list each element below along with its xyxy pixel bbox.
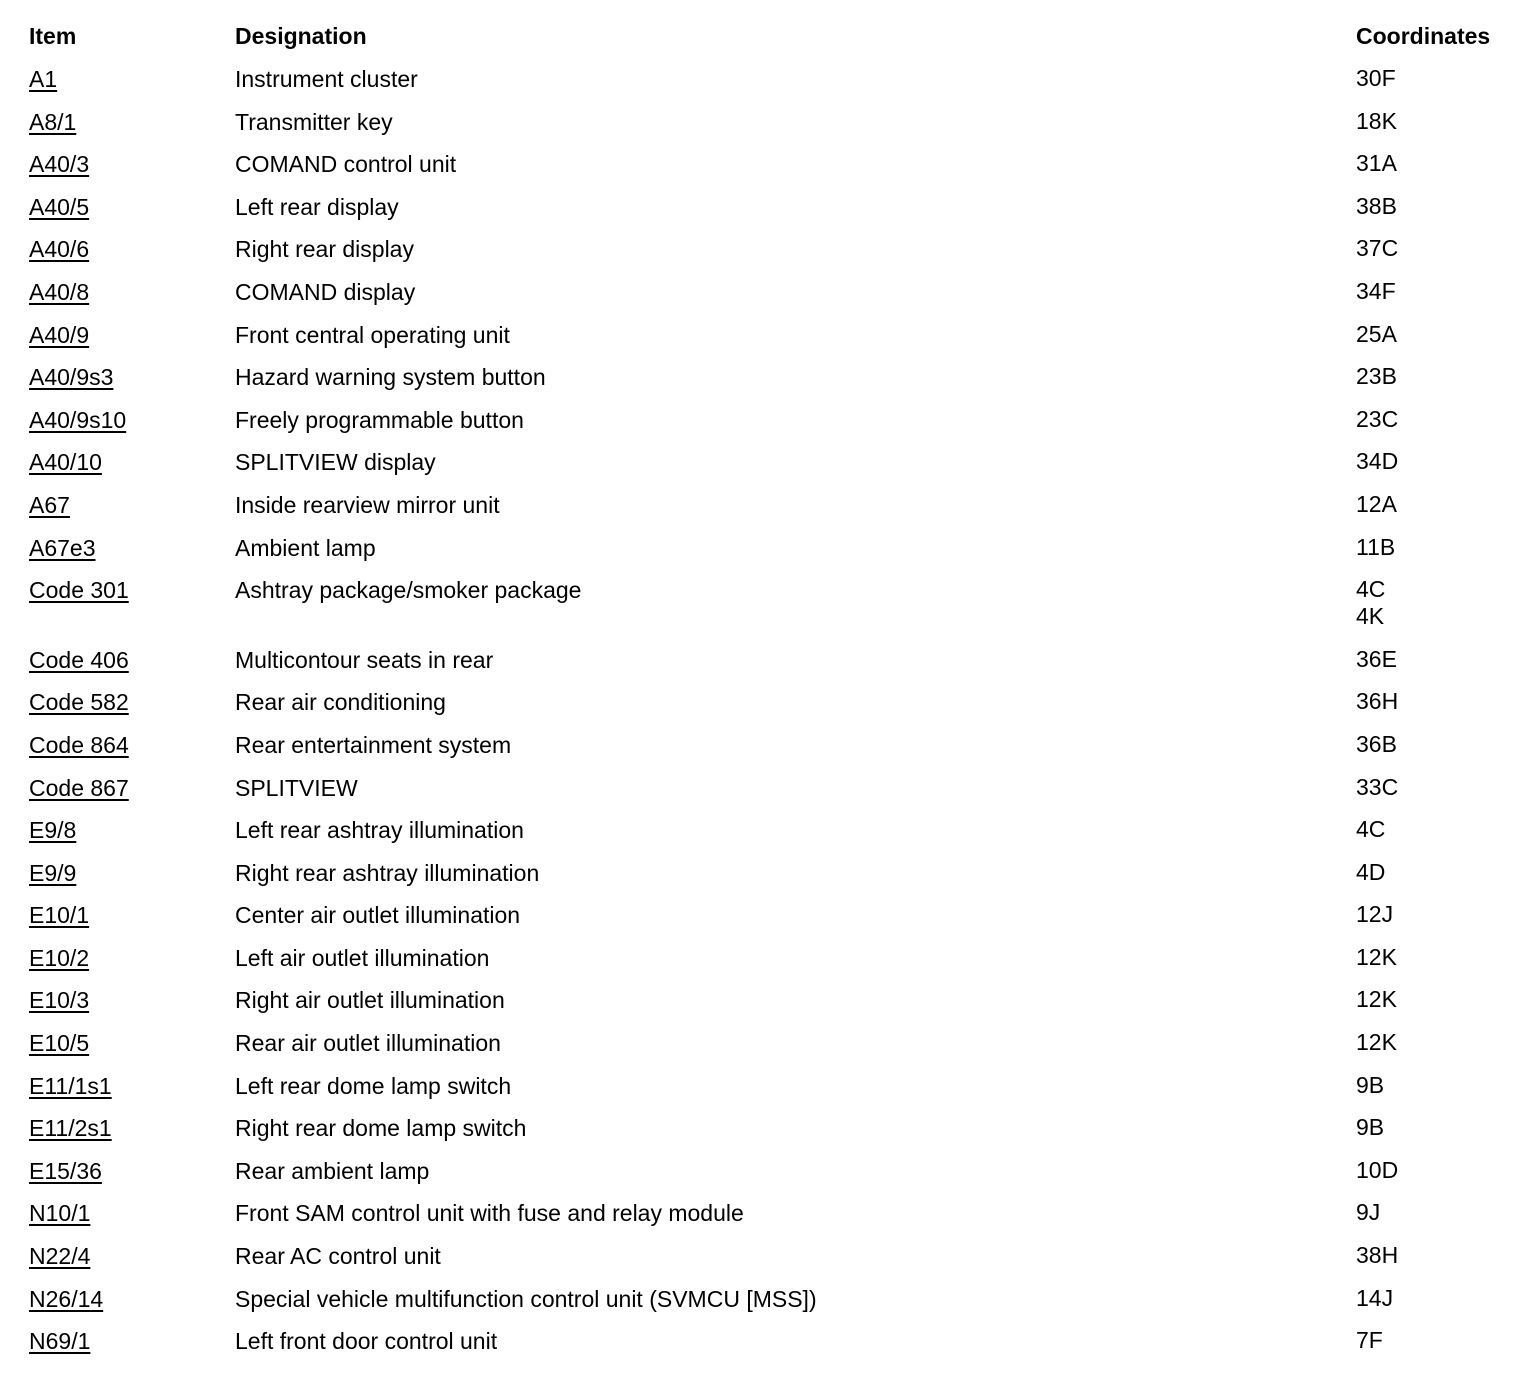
table-row	[29, 1240, 1529, 1283]
coordinates-cell	[1356, 944, 1397, 971]
coordinates-cell	[1356, 235, 1398, 262]
designation-cell: Rear ambient lamp	[235, 1157, 430, 1184]
coordinate-value: 18K	[1356, 107, 1397, 134]
coordinate-value: 38H	[1356, 1242, 1399, 1269]
table-row	[29, 361, 1529, 404]
designation-cell: Front central operating unit	[235, 321, 510, 348]
item-link[interactable]: N69/1	[29, 1328, 91, 1355]
item-link[interactable]: N26/14	[29, 1285, 104, 1312]
coordinate-value: 4K	[1356, 603, 1385, 630]
coordinates-cell	[1356, 1285, 1393, 1312]
coordinate-value: 36E	[1356, 645, 1397, 672]
coordinate-value: 34D	[1356, 448, 1399, 475]
coordinates-cell	[1356, 1199, 1380, 1226]
table-row	[29, 1283, 1529, 1326]
item-link[interactable]: A40/8	[29, 278, 90, 305]
designation-cell: Left rear ashtray illumination	[235, 817, 524, 844]
coordinate-value: 23B	[1356, 363, 1397, 390]
item-link[interactable]: A8/1	[29, 108, 77, 135]
table-row	[29, 489, 1529, 532]
item-link[interactable]: E11/2s1	[29, 1115, 112, 1142]
item-link[interactable]: A40/9	[29, 321, 90, 348]
designation-cell: Freely programmable button	[235, 406, 524, 433]
item-link[interactable]: E10/3	[29, 987, 90, 1014]
designation-cell: Right rear ashtray illumination	[235, 859, 540, 886]
coordinates-cell	[1356, 986, 1397, 1013]
coordinate-value: 9B	[1356, 1114, 1385, 1141]
coordinate-value: 38B	[1356, 192, 1397, 219]
column-header-coordinates: Coordinates	[1356, 23, 1491, 49]
table-row	[29, 191, 1529, 234]
designation-cell: Rear air outlet illumination	[235, 1030, 501, 1057]
table-row	[29, 148, 1529, 191]
column-header-designation: Designation	[235, 23, 367, 49]
designation-cell: Hazard warning system button	[235, 364, 546, 391]
coordinates-cell	[1356, 1114, 1384, 1141]
item-link[interactable]: E11/1s1	[29, 1072, 112, 1099]
table-row	[29, 63, 1529, 106]
item-link[interactable]: A40/9s10	[29, 406, 127, 433]
table-row	[29, 984, 1529, 1027]
table-row	[29, 574, 1529, 644]
designation-cell: Special vehicle multifunction control unit (SVMCU [MSS])	[235, 1285, 817, 1312]
coordinates-cell	[1356, 448, 1398, 475]
designation-cell: Right rear display	[235, 236, 414, 263]
coordinate-value: 10D	[1356, 1156, 1399, 1183]
coordinates-cell	[1356, 363, 1397, 390]
coordinates-cell	[1356, 1072, 1384, 1099]
item-link[interactable]: A67e3	[29, 534, 96, 561]
coordinate-value: 12A	[1356, 490, 1397, 517]
designation-cell: Right air outlet illumination	[235, 987, 505, 1014]
coordinates-cell	[1356, 278, 1396, 305]
table-row	[29, 899, 1529, 942]
coordinates-cell	[1356, 1242, 1398, 1269]
coordinates-cell	[1356, 1157, 1398, 1184]
item-link[interactable]: Code 582	[29, 689, 129, 716]
coordinates-cell	[1356, 1029, 1397, 1056]
coordinate-value: 14J	[1356, 1284, 1394, 1311]
designation-cell: Right rear dome lamp switch	[235, 1115, 527, 1142]
coordinate-value: 30F	[1356, 65, 1396, 91]
coordinates-cell	[1356, 688, 1398, 715]
item-link[interactable]: A40/6	[29, 236, 90, 263]
designation-cell: Rear entertainment system	[235, 731, 512, 758]
designation-cell: Left air outlet illumination	[235, 944, 490, 971]
coordinates-cell	[1356, 65, 1396, 92]
item-link[interactable]: Code 301	[29, 577, 129, 604]
table-row	[29, 446, 1529, 489]
table-row	[29, 644, 1529, 687]
coordinate-value: 12K	[1356, 986, 1397, 1013]
table-row	[29, 1325, 1529, 1368]
designation-cell: COMAND control unit	[235, 151, 457, 178]
table-body	[29, 63, 1529, 1368]
designation-cell: Center air outlet illumination	[235, 902, 521, 929]
coordinates-cell	[1356, 901, 1393, 928]
item-link[interactable]: E15/36	[29, 1157, 102, 1184]
designation-cell: Left rear display	[235, 193, 399, 220]
coordinate-value: 4D	[1356, 858, 1386, 885]
coordinate-value: 9B	[1356, 1071, 1385, 1098]
table-row	[29, 1155, 1529, 1198]
designation-cell: Left rear dome lamp switch	[235, 1072, 512, 1099]
coordinates-cell	[1356, 406, 1398, 433]
designation-cell: COMAND display	[235, 278, 416, 305]
table-row	[29, 772, 1529, 815]
item-link[interactable]: A40/3	[29, 151, 90, 178]
table-header	[29, 20, 1529, 63]
coordinates-cell	[1356, 859, 1385, 886]
item-link[interactable]: A40/9s3	[29, 364, 114, 391]
coordinate-value: 36H	[1356, 688, 1399, 715]
coordinate-value: 34F	[1356, 277, 1396, 304]
coordinates-cell	[1356, 816, 1385, 843]
item-link[interactable]: A40/5	[29, 193, 90, 220]
designation-cell: Transmitter key	[235, 108, 393, 135]
table-row	[29, 319, 1529, 362]
coordinate-value: 36B	[1356, 730, 1397, 757]
table-row	[29, 1112, 1529, 1155]
item-link[interactable]: Code 406	[29, 646, 129, 673]
coordinates-cell	[1356, 193, 1397, 220]
designation-cell: Left front door control unit	[235, 1328, 498, 1355]
designation-cell: SPLITVIEW	[235, 774, 358, 801]
coordinate-value: 33C	[1356, 773, 1399, 800]
designation-cell: Ambient lamp	[235, 534, 376, 561]
table-row	[29, 532, 1529, 575]
table-row	[29, 1197, 1529, 1240]
coordinate-value: 12K	[1356, 943, 1397, 970]
designation-cell: Instrument cluster	[235, 66, 418, 92]
coordinate-value: 11B	[1356, 533, 1396, 560]
coordinates-cell	[1356, 150, 1397, 177]
component-legend-table	[29, 20, 1529, 1368]
designation-cell: Rear air conditioning	[235, 689, 446, 716]
table-row	[29, 942, 1529, 985]
coordinates-cell	[1356, 108, 1397, 135]
table-row	[29, 404, 1529, 447]
table-row	[29, 233, 1529, 276]
coordinate-value: 12J	[1356, 901, 1394, 928]
coordinate-value: 31A	[1356, 150, 1397, 177]
coordinate-value: 37C	[1356, 235, 1399, 262]
coordinates-cell	[1356, 534, 1395, 561]
item-link[interactable]: E10/2	[29, 944, 90, 971]
item-link[interactable]: A1	[29, 66, 58, 92]
designation-cell: Front SAM control unit with fuse and relay module	[235, 1200, 744, 1227]
table-row	[29, 729, 1529, 772]
item-link[interactable]: E9/9	[29, 859, 77, 886]
coordinates-cell	[1356, 646, 1397, 673]
coordinate-value: 7F	[1356, 1327, 1383, 1354]
coordinates-cell	[1356, 1327, 1383, 1354]
item-link[interactable]: E9/8	[29, 817, 77, 844]
item-link[interactable]: Code 864	[29, 731, 129, 758]
table-row	[29, 686, 1529, 729]
item-link[interactable]: N10/1	[29, 1200, 91, 1227]
item-link[interactable]: E10/5	[29, 1030, 90, 1057]
designation-cell: Inside rearview mirror unit	[235, 491, 500, 518]
coordinate-value: 12K	[1356, 1029, 1397, 1056]
item-link[interactable]: E10/1	[29, 902, 90, 929]
coordinates-cell	[1356, 576, 1385, 630]
table-row	[29, 1070, 1529, 1113]
coordinates-cell	[1356, 774, 1398, 801]
table-row	[29, 857, 1529, 900]
coordinate-value: 9J	[1356, 1199, 1381, 1226]
table-row	[29, 1027, 1529, 1070]
designation-cell: SPLITVIEW display	[235, 449, 436, 476]
item-link[interactable]: A40/10	[29, 449, 102, 476]
designation-cell: Rear AC control unit	[235, 1243, 441, 1270]
designation-cell: Ashtray package/smoker package	[235, 577, 582, 604]
designation-cell: Multicontour seats in rear	[235, 646, 494, 673]
coordinate-value: 25A	[1356, 320, 1397, 347]
item-link[interactable]: Code 867	[29, 774, 129, 801]
coordinates-cell	[1356, 491, 1397, 518]
item-link[interactable]: A67	[29, 491, 70, 518]
table-row	[29, 276, 1529, 319]
item-link[interactable]: N22/4	[29, 1243, 91, 1270]
column-header-item: Item	[29, 23, 77, 49]
coordinate-value: 4C	[1356, 576, 1386, 603]
coordinates-cell	[1356, 321, 1397, 348]
table-row	[29, 814, 1529, 857]
coordinate-value: 23C	[1356, 405, 1399, 432]
coordinate-value: 4C	[1356, 816, 1386, 843]
coordinates-cell	[1356, 731, 1397, 758]
table-row	[29, 106, 1529, 149]
